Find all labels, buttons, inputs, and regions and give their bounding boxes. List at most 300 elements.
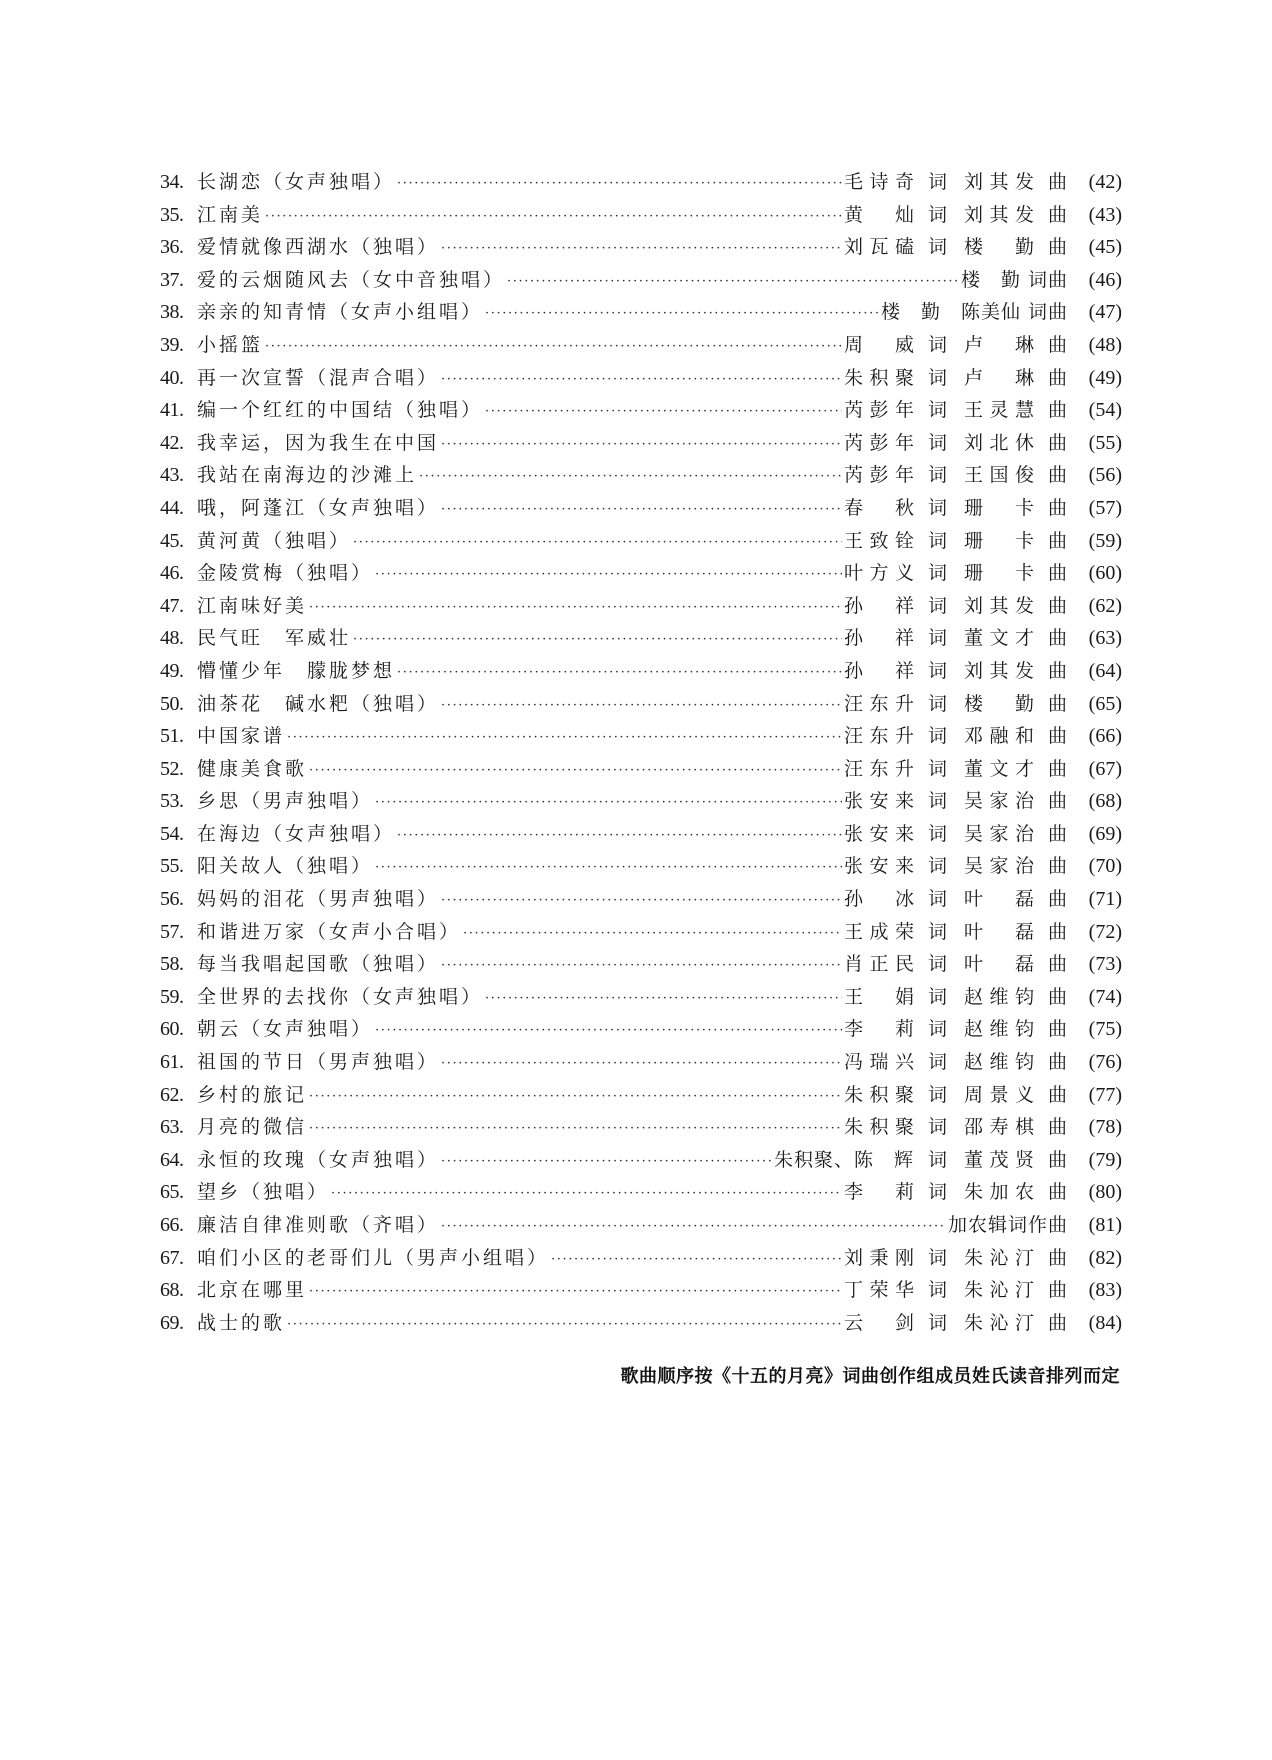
credits — [844, 1274, 1122, 1307]
toc-entry[interactable] — [160, 590, 1122, 623]
dot-leader — [309, 755, 842, 788]
song-title: 妈妈的泪花（男声独唱） — [197, 888, 440, 911]
toc-entry[interactable] — [160, 948, 1122, 981]
entry-line — [197, 1307, 1122, 1343]
dot-leader — [441, 1211, 946, 1244]
music-role-label: 曲 — [1048, 431, 1068, 454]
entry-number: 40. — [160, 366, 184, 389]
entry-line — [197, 1079, 1122, 1115]
credits — [844, 362, 1122, 395]
lyrics-role-label: 词 — [928, 1083, 948, 1106]
entry-line — [197, 916, 1122, 952]
credits — [844, 557, 1122, 590]
page-number: (54) — [1088, 399, 1122, 422]
toc-entry[interactable] — [160, 1144, 1122, 1177]
credits — [844, 329, 1122, 362]
lyrics-role-label: 词 — [928, 171, 948, 193]
lyrics-role-label: 词 — [928, 659, 948, 682]
song-title: 江南美 — [197, 203, 264, 226]
page-number: (71) — [1088, 888, 1122, 911]
page-number: (83) — [1088, 1279, 1122, 1302]
credits — [844, 818, 1122, 851]
lyrics-role-label: 词 — [928, 985, 948, 1008]
song-title: 望乡（独唱） — [197, 1181, 330, 1204]
page-number: (77) — [1088, 1083, 1122, 1106]
dot-leader — [551, 1244, 842, 1277]
entry-line — [197, 264, 1122, 300]
dot-leader — [375, 787, 842, 820]
music-role-label: 曲 — [1048, 1181, 1068, 1204]
entry-line — [197, 753, 1122, 789]
entry-number: 51. — [160, 725, 184, 748]
lyricist-name: 刘瓦磕 — [844, 236, 914, 259]
lyricist-name: 张安来 — [844, 790, 914, 813]
credits — [844, 1111, 1122, 1144]
song-title: 金陵赏梅（独唱） — [197, 562, 374, 585]
lyricist-name: 冯瑞兴 — [844, 1051, 914, 1074]
credits — [844, 981, 1122, 1014]
dot-leader — [331, 1178, 842, 1211]
composer-name: 叶磊 — [964, 888, 1034, 911]
page-number: (63) — [1088, 627, 1122, 650]
toc-entry[interactable] — [160, 525, 1122, 558]
lyricist-name: 王致铨 — [844, 529, 914, 552]
song-title: 健康美食歌 — [197, 757, 308, 780]
page-number: (59) — [1088, 529, 1122, 552]
song-title: 爱情就像西湖水（独唱） — [197, 236, 440, 259]
page-number: (80) — [1088, 1181, 1122, 1204]
entry-line — [197, 590, 1122, 626]
entry-number: 56. — [160, 888, 184, 911]
page-number: (47) — [1088, 301, 1122, 324]
entry-number: 64. — [160, 1148, 184, 1171]
composer-name: 朱沁汀 — [964, 1279, 1034, 1302]
song-title: 全世界的去找你（女声独唱） — [197, 985, 484, 1008]
lyricist-name: 汪东升 — [844, 725, 914, 748]
music-role-label: 曲 — [1048, 366, 1068, 389]
page-number: (57) — [1088, 496, 1122, 519]
lyricist-name: 朱积聚 — [844, 1116, 914, 1139]
toc-entry[interactable] — [160, 296, 1122, 329]
lyrics-role-label: 词 — [928, 1116, 948, 1139]
dot-leader — [441, 1146, 772, 1179]
entry-line — [197, 459, 1122, 495]
dot-leader — [397, 657, 842, 690]
entry-number: 65. — [160, 1181, 184, 1204]
toc-entry[interactable] — [160, 655, 1122, 688]
page-number: (48) — [1088, 333, 1122, 356]
credits — [844, 785, 1122, 818]
dot-leader — [287, 1309, 842, 1342]
page-number: (70) — [1088, 855, 1122, 878]
lyrics-role-label: 词 — [928, 1051, 948, 1074]
entry-number: 35. — [160, 203, 184, 226]
song-title: 朝云（女声独唱） — [197, 1018, 374, 1041]
composer-name: 刘其发 — [964, 659, 1034, 682]
entry-number: 44. — [160, 496, 184, 519]
composer-name: 邓融和 — [964, 725, 1034, 748]
credits — [844, 1176, 1122, 1209]
dot-leader — [441, 690, 842, 723]
lyrics-role-label: 词 — [928, 333, 948, 356]
lyrics-role-label: 词 — [928, 1181, 948, 1204]
toc-entry[interactable] — [160, 1242, 1122, 1275]
song-title: 北京在哪里 — [197, 1279, 308, 1302]
music-role-label: 曲 — [1048, 1311, 1068, 1334]
toc-entry[interactable] — [160, 1111, 1122, 1144]
lyrics-role-label: 词 — [928, 496, 948, 519]
toc-entry[interactable] — [160, 1209, 1122, 1242]
entry-number: 52. — [160, 757, 184, 780]
entry-line — [197, 1242, 1122, 1278]
toc-entry[interactable] — [160, 1307, 1122, 1340]
entry-number: 61. — [160, 1051, 184, 1074]
composer-name: 珊卡 — [964, 529, 1034, 552]
composer-name: 赵维钧 — [964, 1051, 1034, 1074]
lyrics-role-label: 词 — [928, 529, 948, 552]
toc-entry[interactable] — [160, 394, 1122, 427]
lyricist-name: 李莉 — [844, 1181, 914, 1204]
entry-number: 45. — [160, 529, 184, 552]
entry-number: 59. — [160, 985, 184, 1008]
entry-number: 50. — [160, 692, 184, 715]
lyricist-name: 朱积聚 — [844, 1083, 914, 1106]
entry-number: 58. — [160, 953, 184, 976]
entry-number: 66. — [160, 1214, 184, 1236]
music-role-label: 曲 — [1048, 757, 1068, 780]
dot-leader — [441, 364, 842, 397]
entry-line — [197, 1176, 1122, 1212]
composer-name: 吴家治 — [964, 855, 1034, 878]
credits — [844, 590, 1122, 623]
credits — [844, 655, 1122, 688]
toc-entry[interactable] — [160, 981, 1122, 1014]
dot-leader — [463, 918, 842, 951]
composer-name: 董茂贤 — [964, 1148, 1034, 1171]
entry-line — [197, 688, 1122, 724]
page-number: (69) — [1088, 822, 1122, 845]
page-number: (76) — [1088, 1051, 1122, 1074]
lyricist-name: 黄灿 — [844, 203, 914, 226]
music-role-label: 曲 — [1048, 1116, 1068, 1139]
entry-number: 43. — [160, 464, 184, 487]
composer-name: 卢琳 — [964, 333, 1034, 356]
composer-name: 楼勤 — [964, 692, 1034, 715]
music-role-label: 曲 — [1048, 236, 1068, 259]
credits — [844, 916, 1122, 949]
lyricist-name: 芮彭年 — [844, 399, 914, 422]
music-role-label: 曲 — [1048, 594, 1068, 617]
dot-leader — [375, 1015, 842, 1048]
entry-line — [197, 166, 1122, 202]
song-title: 中国家谱 — [197, 725, 286, 748]
lyricist-name: 芮彭年 — [844, 431, 914, 454]
song-title: 油茶花 碱水粑（独唱） — [197, 692, 440, 715]
entry-number: 38. — [160, 301, 184, 324]
credits — [844, 688, 1122, 721]
dot-leader — [441, 429, 842, 462]
lyricist-name: 汪东升 — [844, 757, 914, 780]
composer-name: 赵维钧 — [964, 985, 1034, 1008]
credits — [844, 231, 1122, 264]
toc-entry[interactable] — [160, 362, 1122, 395]
lyricist-name: 春秋 — [844, 496, 914, 519]
composer-name: 叶磊 — [964, 920, 1034, 943]
lyricist-name: 张安来 — [844, 855, 914, 878]
entry-number: 54. — [160, 822, 184, 845]
toc-entry[interactable] — [160, 1079, 1122, 1112]
toc-entry[interactable] — [160, 1176, 1122, 1209]
credits — [844, 492, 1122, 525]
entry-number: 68. — [160, 1279, 184, 1302]
entry-number: 69. — [160, 1311, 184, 1334]
toc-entry[interactable] — [160, 199, 1122, 232]
dot-leader — [309, 1276, 842, 1309]
song-title: 永恒的玫瑰（女声独唱） — [197, 1148, 440, 1171]
lyrics-role-label: 词 — [928, 920, 948, 943]
toc-entry[interactable] — [160, 753, 1122, 786]
toc-entry[interactable] — [160, 688, 1122, 721]
toc-entry[interactable] — [160, 264, 1122, 297]
dot-leader — [397, 168, 842, 201]
entry-line — [197, 1013, 1122, 1049]
lyricist-name: 叶方义 — [844, 562, 914, 585]
page-number: (66) — [1088, 725, 1122, 748]
page-number: (67) — [1088, 757, 1122, 780]
entry-number: 49. — [160, 659, 184, 682]
page-number: (82) — [1088, 1246, 1122, 1269]
page-number: (79) — [1088, 1148, 1122, 1171]
music-role-label: 曲 — [1048, 888, 1068, 911]
credits — [844, 720, 1122, 753]
lyrics-role-label: 词 — [928, 855, 948, 878]
lyrics-role-label: 词 — [928, 1018, 948, 1041]
entry-number: 67. — [160, 1246, 184, 1269]
joint-credit: 楼 勤 词曲 — [960, 268, 1068, 291]
credits — [844, 525, 1122, 558]
entry-line — [197, 818, 1122, 854]
dot-leader — [309, 592, 842, 625]
entry-line — [197, 1209, 1122, 1245]
song-title: 哦，阿蓬江（女声独唱） — [197, 496, 440, 519]
music-role-label: 曲 — [1048, 1246, 1068, 1269]
joint-credit: 加农辑词作曲 — [947, 1214, 1068, 1236]
music-role-label: 曲 — [1048, 920, 1068, 943]
lyricist-name: 张安来 — [844, 822, 914, 845]
song-title: 亲亲的知青情（女声小组唱） — [197, 301, 484, 324]
entry-number: 57. — [160, 920, 184, 943]
credits — [844, 394, 1122, 427]
lyricist-name: 王娟 — [844, 985, 914, 1008]
credits — [881, 296, 1122, 329]
credits — [844, 622, 1122, 655]
song-title: 编一个红红的中国结（独唱） — [197, 399, 484, 422]
credits — [844, 753, 1122, 786]
toc-entry[interactable] — [160, 492, 1122, 525]
music-role-label: 曲 — [1048, 333, 1068, 356]
dot-leader — [485, 983, 842, 1016]
composer-name: 朱沁汀 — [964, 1311, 1034, 1334]
entry-line — [197, 948, 1122, 984]
entry-number: 55. — [160, 855, 184, 878]
song-title: 和谐进万家（女声小合唱） — [197, 920, 462, 943]
lyrics-role-label: 词 — [928, 366, 948, 389]
composer-name: 赵维钧 — [964, 1018, 1034, 1041]
page-number: (43) — [1088, 203, 1122, 226]
entry-line — [197, 883, 1122, 919]
entry-number: 47. — [160, 594, 184, 617]
song-title: 民气旺 军威壮 — [197, 627, 352, 650]
dot-leader — [265, 201, 842, 234]
music-role-label: 曲 — [1048, 985, 1068, 1008]
composer-name: 周景义 — [964, 1083, 1034, 1106]
credits — [948, 1209, 1122, 1242]
lyrics-role-label: 词 — [928, 757, 948, 780]
entry-number: 48. — [160, 627, 184, 650]
ordering-note: 歌曲顺序按《十五的月亮》词曲创作组成员姓氏读音排列而定 — [620, 1366, 1120, 1387]
credits — [844, 199, 1122, 232]
lyrics-role-label: 词 — [928, 399, 948, 422]
lyrics-role-label: 词 — [928, 822, 948, 845]
dot-leader — [441, 885, 842, 918]
toc-entry[interactable] — [160, 329, 1122, 362]
composer-name: 朱沁汀 — [964, 1246, 1034, 1269]
toc-entry[interactable] — [160, 883, 1122, 916]
entry-line — [197, 1046, 1122, 1082]
toc-entry[interactable] — [160, 166, 1122, 199]
entry-line — [197, 850, 1122, 886]
toc-entry[interactable] — [160, 1046, 1122, 1079]
song-title: 长湖恋（女声独唱） — [197, 171, 396, 193]
entry-line — [197, 720, 1122, 756]
music-role-label: 曲 — [1048, 496, 1068, 519]
song-title: 江南味好美 — [197, 594, 308, 617]
composer-name: 珊卡 — [964, 562, 1034, 585]
composer-name: 刘北休 — [964, 431, 1034, 454]
lyricist-name: 朱积聚、陈 辉 — [773, 1148, 914, 1171]
song-title: 月亮的微信 — [197, 1116, 308, 1139]
music-role-label: 曲 — [1048, 1051, 1068, 1074]
entry-line — [197, 427, 1122, 463]
toc-entry[interactable] — [160, 459, 1122, 492]
dot-leader — [485, 396, 842, 429]
toc-entry[interactable] — [160, 622, 1122, 655]
credits — [844, 166, 1122, 199]
lyricist-name: 孙祥 — [844, 594, 914, 617]
joint-credit: 楼 勤 陈美仙 词曲 — [880, 301, 1068, 324]
lyricist-name: 孙祥 — [844, 627, 914, 650]
lyricist-name: 朱积聚 — [844, 366, 914, 389]
dot-leader — [265, 331, 842, 364]
entry-line — [197, 655, 1122, 691]
entry-number: 39. — [160, 333, 184, 356]
page-number: (62) — [1088, 594, 1122, 617]
entry-line — [197, 394, 1122, 430]
song-title: 再一次宣誓（混声合唱） — [197, 366, 440, 389]
song-title: 战士的歌 — [197, 1311, 286, 1334]
lyrics-role-label: 词 — [928, 888, 948, 911]
entry-number: 62. — [160, 1083, 184, 1106]
lyrics-role-label: 词 — [928, 464, 948, 487]
dot-leader — [441, 233, 842, 266]
music-role-label: 曲 — [1048, 627, 1068, 650]
page-number: (78) — [1088, 1116, 1122, 1139]
lyrics-role-label: 词 — [928, 562, 948, 585]
toc-entry[interactable] — [160, 916, 1122, 949]
lyrics-role-label: 词 — [928, 1148, 948, 1171]
page-number: (72) — [1088, 920, 1122, 943]
song-title: 在海边（女声独唱） — [197, 822, 396, 845]
composer-name: 王国俊 — [964, 464, 1034, 487]
credits — [844, 427, 1122, 460]
entry-number: 60. — [160, 1018, 184, 1041]
toc-entry[interactable] — [160, 231, 1122, 264]
credits — [774, 1144, 1122, 1177]
entry-number: 42. — [160, 431, 184, 454]
music-role-label: 曲 — [1048, 1148, 1068, 1171]
dot-leader — [441, 950, 842, 983]
song-title: 我站在南海边的沙滩上 — [197, 464, 418, 487]
music-role-label: 曲 — [1048, 1279, 1068, 1302]
lyrics-role-label: 词 — [928, 725, 948, 748]
composer-name: 吴家治 — [964, 822, 1034, 845]
entry-number: 53. — [160, 790, 184, 813]
lyricist-name: 孙冰 — [844, 888, 914, 911]
credits — [844, 883, 1122, 916]
lyrics-role-label: 词 — [928, 431, 948, 454]
toc-entry[interactable] — [160, 427, 1122, 460]
entry-line — [197, 329, 1122, 365]
lyricist-name: 肖正民 — [844, 953, 914, 976]
composer-name: 王灵慧 — [964, 399, 1034, 422]
toc-entry[interactable] — [160, 1013, 1122, 1046]
page-number: (68) — [1088, 790, 1122, 813]
song-title: 乡村的旅记 — [197, 1083, 308, 1106]
credits — [844, 1242, 1122, 1275]
lyrics-role-label: 词 — [928, 692, 948, 715]
music-role-label: 曲 — [1048, 790, 1068, 813]
toc-entry[interactable] — [160, 720, 1122, 753]
composer-name: 董文才 — [964, 627, 1034, 650]
toc-entry[interactable] — [160, 818, 1122, 851]
dot-leader — [309, 1081, 842, 1114]
song-title: 阳关故人（独唱） — [197, 855, 374, 878]
page-number: (56) — [1088, 464, 1122, 487]
credits — [844, 1013, 1122, 1046]
entry-line — [197, 231, 1122, 267]
dot-leader — [375, 852, 842, 885]
lyrics-role-label: 词 — [928, 627, 948, 650]
entry-line — [197, 296, 1122, 332]
lyricist-name: 汪东升 — [844, 692, 914, 715]
toc-entry[interactable] — [160, 557, 1122, 590]
lyrics-role-label: 词 — [928, 1246, 948, 1269]
song-title: 黄河黄（独唱） — [197, 529, 352, 552]
entry-number: 41. — [160, 399, 184, 422]
toc-entry[interactable] — [160, 1274, 1122, 1307]
song-title: 乡思（男声独唱） — [197, 790, 374, 813]
toc-entry[interactable] — [160, 850, 1122, 883]
page-number: (42) — [1088, 171, 1122, 193]
toc-entry[interactable] — [160, 785, 1122, 818]
page-number: (84) — [1088, 1311, 1122, 1334]
song-title: 廉洁自律准则歌（齐唱） — [197, 1214, 440, 1236]
dot-leader — [353, 527, 842, 560]
credits — [844, 948, 1122, 981]
lyrics-role-label: 词 — [928, 790, 948, 813]
music-role-label: 曲 — [1048, 1018, 1068, 1041]
lyricist-name: 芮彭年 — [844, 464, 914, 487]
